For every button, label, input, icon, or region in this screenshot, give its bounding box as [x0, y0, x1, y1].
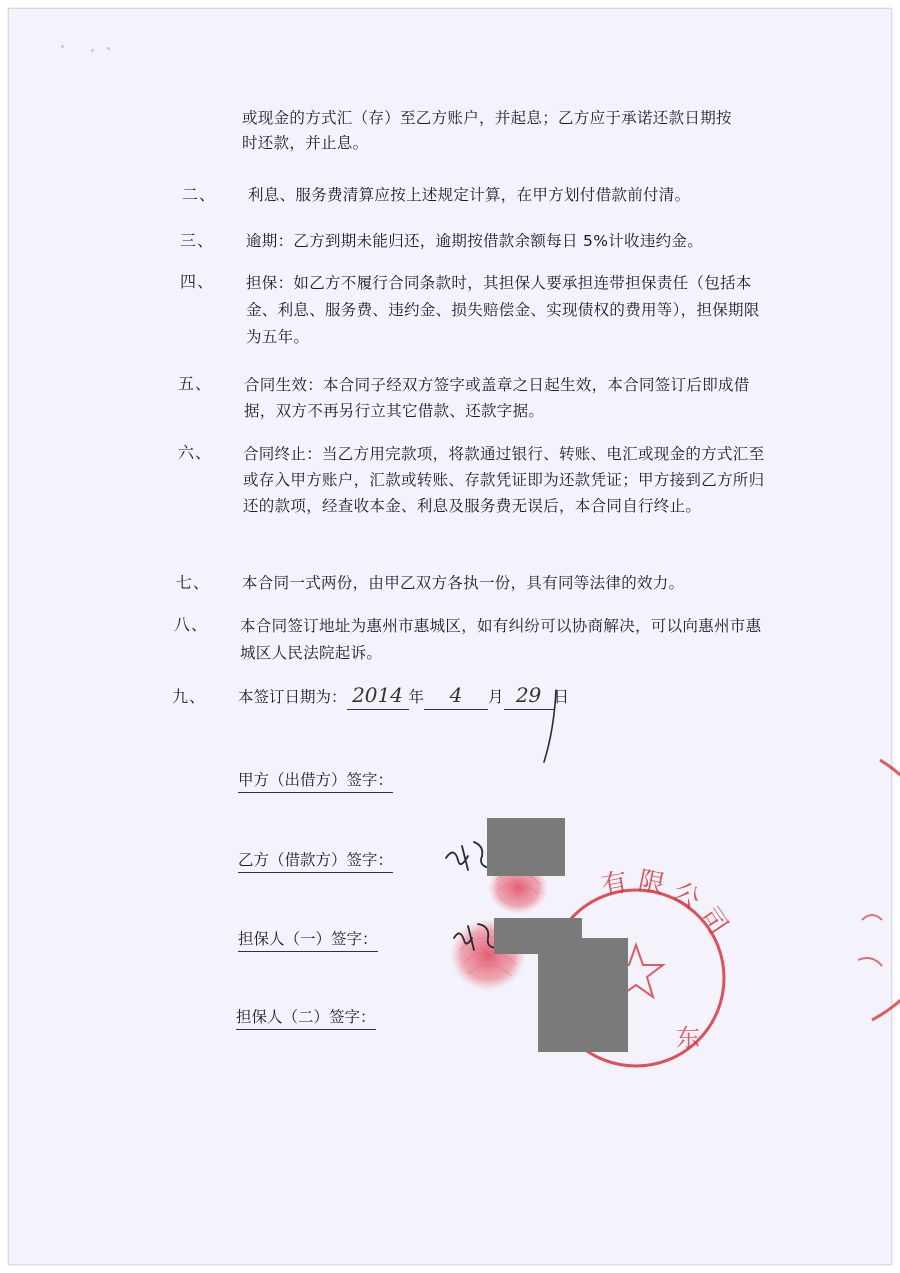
handwritten-stroke — [544, 690, 556, 762]
clause-text: 利息、服务费清算应按上述规定计算，在甲方划付借款前付清。 — [248, 186, 691, 204]
clause-number: 九、 — [172, 687, 207, 706]
month-unit: 月 — [488, 688, 504, 706]
clause-text: 本合同一式两份，由甲乙双方各执一份，具有同等法律的效力。 — [242, 574, 685, 592]
continued-line-1: 或现金的方式汇（存）至乙方账户，并起息；乙方应于承诺还款日期按 — [242, 109, 732, 127]
clause-text: 合同终止：当乙方用完款项，将款通过银行、转账、电汇或现金的方式汇至或存入甲方账户，汇款或转账、存款凭证即为还款凭证；甲方接到乙方所归还的款项，经查收本金、利息及服务费无误后，本合同自行终止。 — [243, 445, 765, 515]
clause-text: 逾期：乙方到期未能归还，逾期按借款余额每日 5%计收违约金。 — [246, 232, 704, 250]
party-b-signature-label: 乙方（借款方）签字： — [238, 848, 393, 873]
clause-number: 三、 — [180, 231, 215, 250]
redaction-box — [538, 938, 628, 1052]
date-label: 本签订日期为： — [238, 688, 347, 706]
svg-text:有限公司 — [599, 866, 738, 947]
clause-number: 七、 — [176, 573, 211, 592]
clause-number: 五、 — [178, 374, 213, 393]
year-unit: 年 — [408, 688, 425, 706]
continued-line-2: 时还款，并止息。 — [242, 134, 369, 152]
handwritten-month: 4 — [449, 683, 463, 707]
clause-text: 担保：如乙方不履行合同条款时，其担保人要承担连带担保责任（包括本金、利息、服务费、违约金、损失赔偿金、实现债权的费用等），担保期限为五年。 — [246, 274, 760, 346]
clause-text: 合同生效：本合同子经双方签字或盖章之日起生效，本合同签订后即成借据，双方不再另行立其它借款、还款字据。 — [244, 376, 750, 420]
clause-number: 六、 — [178, 443, 213, 462]
redaction-box — [487, 818, 565, 876]
clause-number: 四、 — [180, 272, 215, 291]
seal-text: 有限公司 — [599, 865, 738, 947]
guarantor-1-signature-label: 担保人（一）签字： — [238, 927, 378, 952]
handwritten-day: 29 — [515, 683, 542, 707]
clause-number: 八、 — [174, 615, 209, 634]
partial-seal-right — [858, 760, 900, 1020]
party-a-signature-label: 甲方（出借方）签字： — [238, 768, 393, 793]
handwritten-year: 2014 — [352, 683, 403, 707]
day-unit: 日 — [553, 688, 570, 706]
clause-number: 二、 — [182, 185, 217, 204]
clause-text: 本合同签订地址为惠州市惠城区，如有纠纷可以协商解决，可以向惠州市惠城区人民法院起诉。 — [240, 617, 762, 662]
guarantor-2-signature-label: 担保人（二）签字： — [236, 1005, 376, 1030]
handwritten-signature-party-b — [446, 842, 490, 870]
seal-bottom-text: 东 — [676, 1024, 700, 1052]
